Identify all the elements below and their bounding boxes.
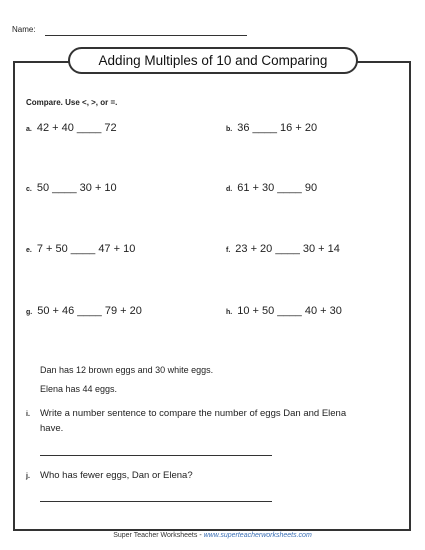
problem-expression: 7 + 50 ____ 47 + 10	[36, 243, 136, 255]
footer-brand: Super Teacher Worksheets	[113, 532, 198, 539]
problem-expression: 42 + 40 ____ 72	[36, 122, 117, 134]
footer	[0, 532, 425, 539]
problem-g	[26, 305, 142, 317]
problem-expression: 50 ____ 30 + 10	[36, 182, 117, 194]
problem-letter: d.	[226, 186, 233, 193]
name-label: Name:	[12, 25, 36, 34]
problem-expression: 50 + 46 ____ 79 + 20	[37, 305, 142, 317]
question-j	[26, 468, 370, 484]
problem-expression: 10 + 50 ____ 40 + 30	[237, 305, 342, 317]
problem-c	[26, 182, 117, 194]
question-letter: i.	[26, 411, 30, 418]
question-i	[26, 406, 370, 436]
instructions: Compare. Use <, >, or =.	[26, 98, 118, 107]
problem-e	[26, 243, 135, 255]
problem-expression: 36 ____ 16 + 20	[237, 122, 318, 134]
footer-url[interactable]: www.superteacherworksheets.com	[203, 532, 312, 539]
question-text: Write a number sentence to compare the number of eggs Dan and Elena have.	[40, 408, 347, 434]
problem-letter: h.	[226, 309, 233, 316]
problem-letter: b.	[226, 126, 233, 133]
problem-expression: 61 + 30 ____ 90	[237, 182, 318, 194]
problem-f	[226, 243, 340, 255]
question-letter: j.	[26, 473, 30, 480]
question-text: Who has fewer eggs, Dan or Elena?	[40, 470, 193, 481]
problem-expression: 23 + 20 ____ 30 + 14	[235, 243, 340, 255]
problem-letter: c.	[26, 186, 32, 193]
problem-letter: f.	[226, 247, 231, 254]
problem-letter: e.	[26, 247, 32, 254]
worksheet-title: Adding Multiples of 10 and Comparing	[68, 47, 358, 74]
problem-a	[26, 122, 117, 134]
problem-d	[226, 182, 317, 194]
footer-separator: -	[197, 532, 204, 539]
problem-letter: a.	[26, 126, 32, 133]
problem-h	[226, 305, 342, 317]
name-line[interactable]	[45, 35, 247, 36]
answer-line-i[interactable]	[40, 455, 272, 456]
story-line-2: Elena has 44 eggs.	[40, 384, 118, 394]
answer-line-j[interactable]	[40, 501, 272, 502]
problem-b	[226, 122, 317, 134]
problem-letter: g.	[26, 309, 33, 316]
story-line-1: Dan has 12 brown eggs and 30 white eggs.	[40, 365, 214, 375]
